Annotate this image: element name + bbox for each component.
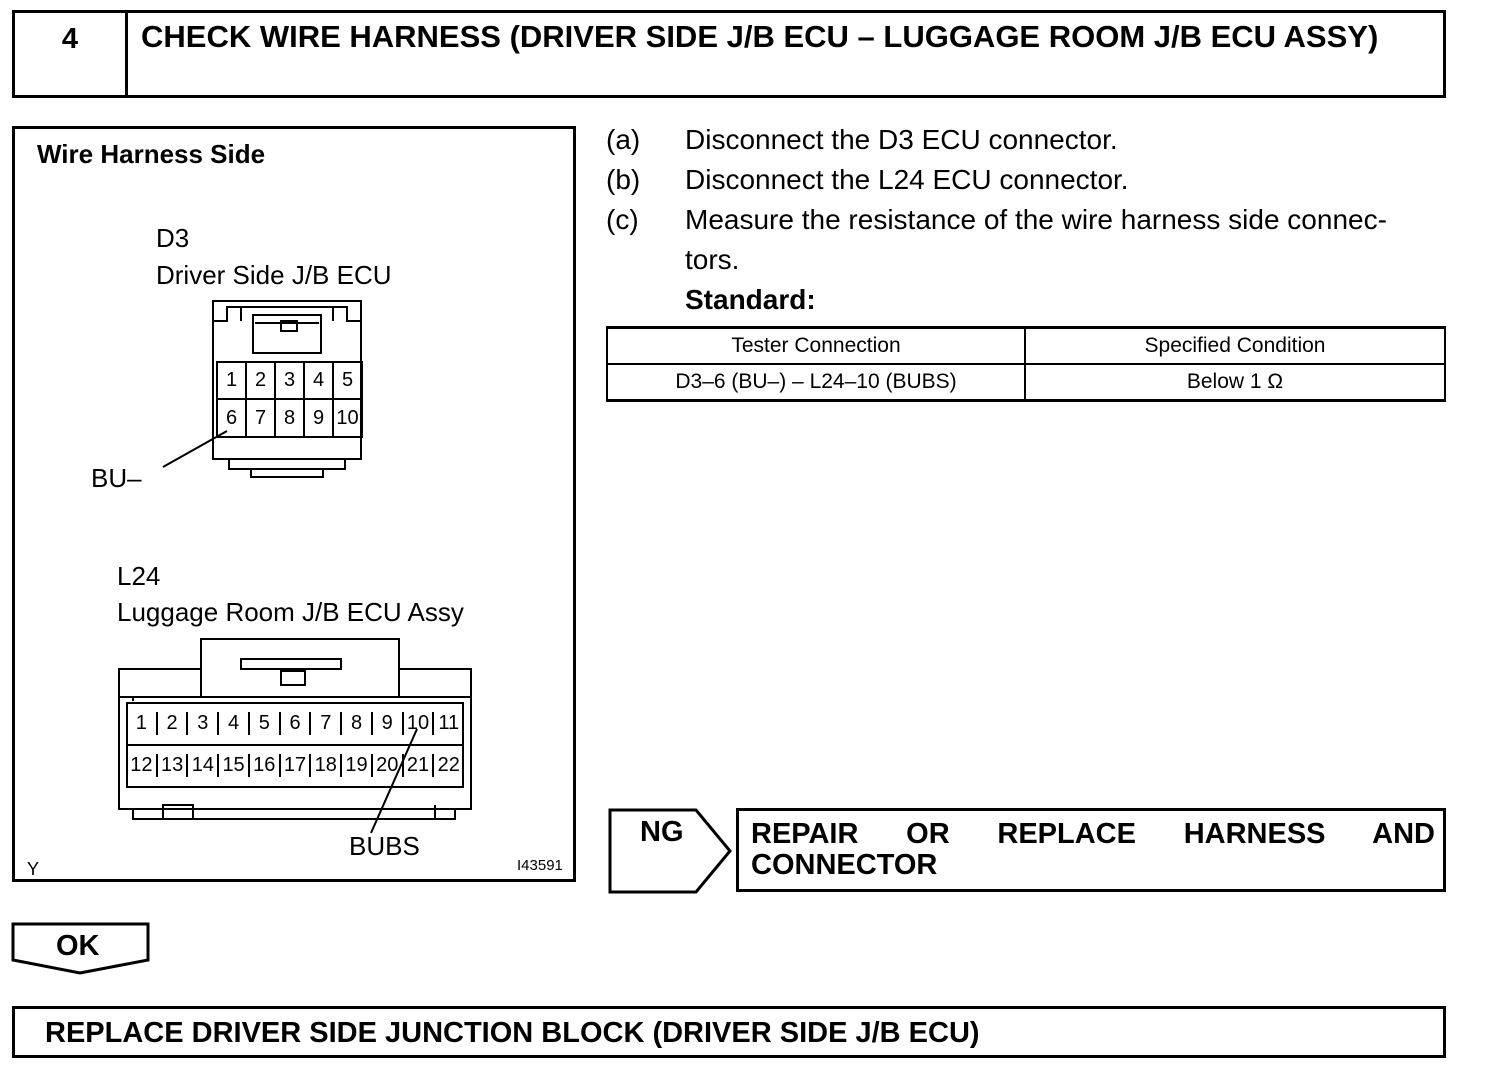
d3-pin-row-1 bbox=[217, 369, 362, 392]
d3-pin: 9 bbox=[312, 407, 325, 429]
l24-pin: 5 bbox=[250, 712, 281, 735]
table-cell: Below 1 Ω bbox=[1025, 364, 1445, 401]
l24-pin: 12 bbox=[127, 754, 158, 777]
d3-pin: 7 bbox=[254, 407, 267, 429]
ng-result-box bbox=[736, 808, 1446, 892]
d3-pin: 5 bbox=[341, 369, 354, 391]
ok-result-box bbox=[12, 1006, 1446, 1058]
l24-pin: 8 bbox=[342, 712, 373, 735]
d3-pin: 10 bbox=[336, 407, 359, 429]
l24-pin-row-2 bbox=[127, 754, 463, 777]
l24-pin: 3 bbox=[188, 712, 219, 735]
d3-pin-row-2 bbox=[217, 407, 362, 430]
table-header-cell: Tester Connection bbox=[607, 328, 1025, 365]
l24-pin: 16 bbox=[250, 754, 281, 777]
l24-pin: 20 bbox=[373, 754, 404, 777]
table-row bbox=[607, 364, 1445, 401]
l24-pin: 7 bbox=[311, 712, 342, 735]
table-header-row bbox=[607, 328, 1445, 365]
l24-pin: 22 bbox=[437, 754, 460, 776]
corner-mark: Y bbox=[27, 859, 40, 879]
l24-pin: 11 bbox=[438, 712, 460, 734]
d3-pin: 3 bbox=[283, 369, 296, 391]
d3-code: D3 bbox=[156, 223, 190, 253]
l24-pin: 2 bbox=[158, 712, 189, 735]
step-c-text-continued: tors. bbox=[685, 244, 740, 275]
l24-pin: 15 bbox=[219, 754, 250, 777]
figure-id: I43591 bbox=[517, 857, 563, 874]
l24-name: Luggage Room J/B ECU Assy bbox=[117, 597, 464, 627]
d3-pin: 4 bbox=[312, 369, 325, 391]
d3-pin: 2 bbox=[254, 369, 267, 391]
step-b-key: (b) bbox=[606, 164, 641, 195]
specification-table bbox=[606, 326, 1446, 402]
l24-code: L24 bbox=[117, 561, 161, 591]
ok-label: OK bbox=[56, 930, 100, 962]
wire-harness-illustration bbox=[12, 126, 576, 882]
l24-pin-row-1 bbox=[127, 712, 463, 735]
table-cell: D3–6 (BU–) – L24–10 (BUBS) bbox=[607, 364, 1025, 401]
l24-pin: 19 bbox=[342, 754, 373, 777]
d3-pin: 1 bbox=[225, 369, 238, 391]
l24-pin: 13 bbox=[158, 754, 189, 777]
step-b-text: Disconnect the L24 ECU connector. bbox=[685, 164, 1129, 195]
d3-pin: 6 bbox=[225, 407, 238, 429]
step-a-key: (a) bbox=[606, 124, 641, 155]
step-c-key: (c) bbox=[606, 204, 639, 235]
ng-label: NG bbox=[640, 816, 684, 848]
l24-pin: 1 bbox=[127, 712, 158, 735]
l24-pin: 17 bbox=[281, 754, 312, 777]
step-a-text: Disconnect the D3 ECU connector. bbox=[685, 124, 1118, 155]
d3-name: Driver Side J/B ECU bbox=[156, 260, 392, 290]
l24-pin: 10 bbox=[404, 712, 435, 735]
standard-label: Standard: bbox=[685, 284, 816, 315]
l24-pin: 21 bbox=[404, 754, 435, 777]
illustration-heading: Wire Harness Side bbox=[37, 139, 266, 169]
step-c-text: Measure the resistance of the wire harness side connec- bbox=[685, 204, 1387, 235]
table-header-cell: Specified Condition bbox=[1025, 328, 1445, 365]
ng-result-text: REPAIR OR REPLACE HARNESS AND CONNECTOR bbox=[751, 818, 1435, 881]
ok-result-text: REPLACE DRIVER SIDE JUNCTION BLOCK (DRIVER SIDE J/B ECU) bbox=[45, 1017, 980, 1049]
l24-pin: 9 bbox=[373, 712, 404, 735]
l24-pin: 4 bbox=[219, 712, 250, 735]
d3-pin: 8 bbox=[283, 407, 296, 429]
step-number: 4 bbox=[15, 13, 128, 95]
step-title: CHECK WIRE HARNESS (DRIVER SIDE J/B ECU – LUGGAGE ROOM J/B ECU ASSY) bbox=[141, 19, 1379, 54]
step-header bbox=[12, 10, 1446, 98]
l24-pin: 14 bbox=[188, 754, 219, 777]
d3-callout: BU– bbox=[91, 463, 142, 493]
l24-pin: 18 bbox=[311, 754, 342, 777]
l24-pin: 6 bbox=[281, 712, 312, 735]
l24-callout: BUBS bbox=[349, 831, 420, 861]
bu-leader-line bbox=[163, 431, 227, 467]
